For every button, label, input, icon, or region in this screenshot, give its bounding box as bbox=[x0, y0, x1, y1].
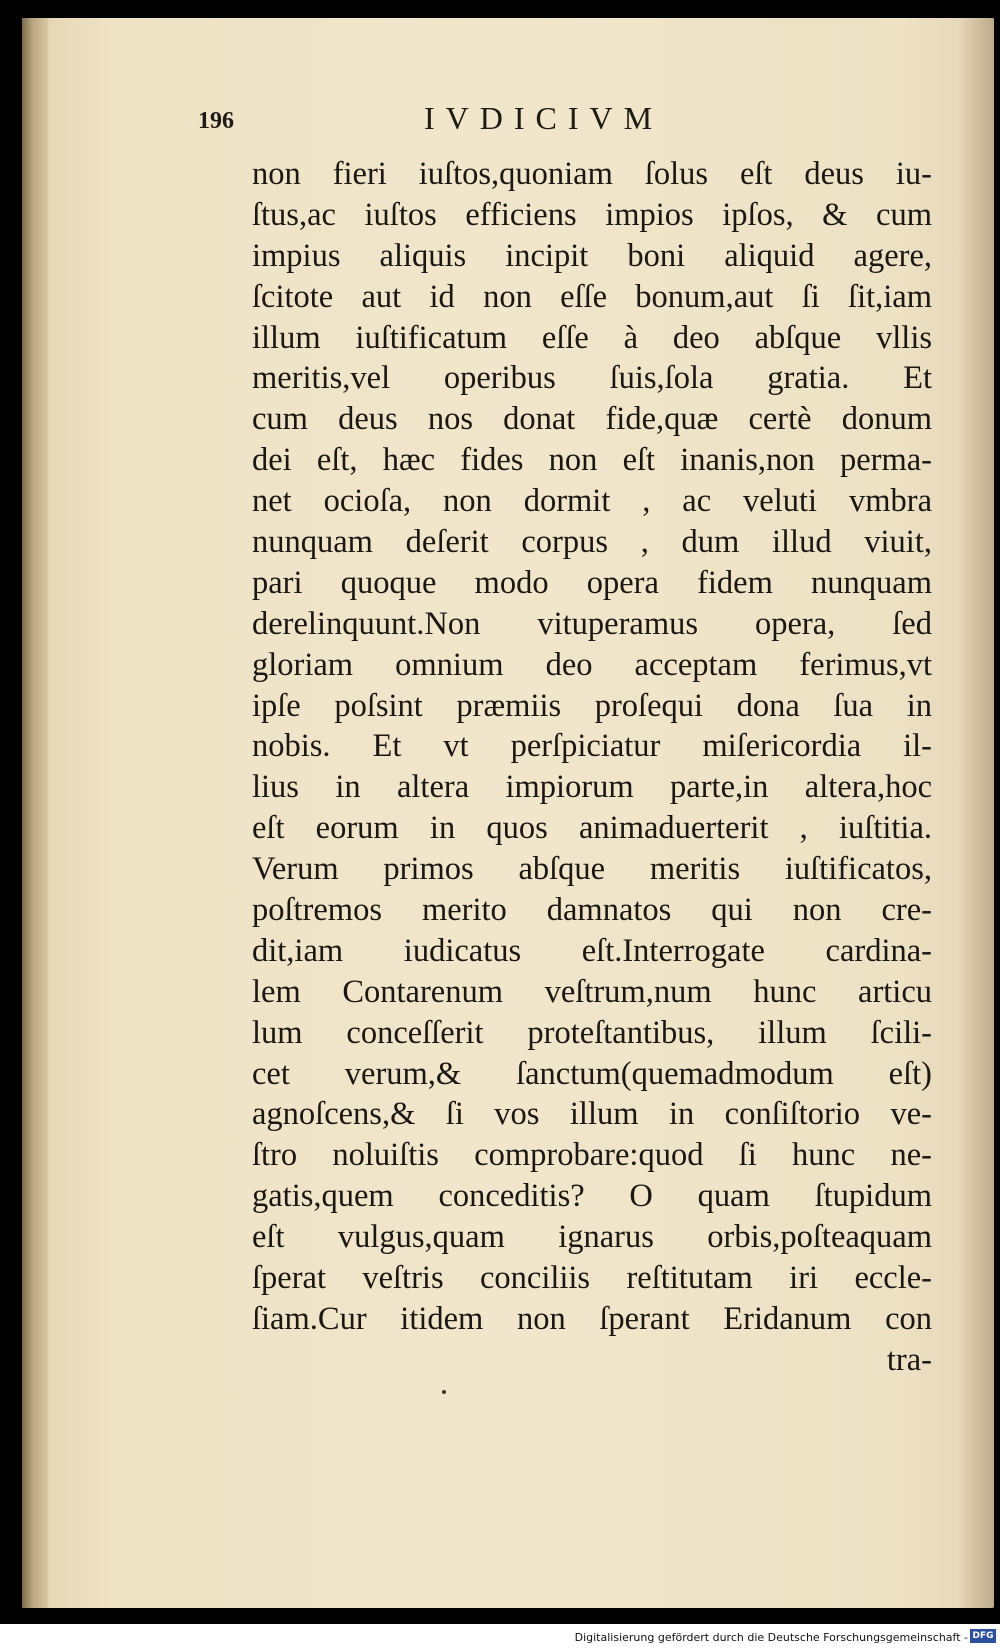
digitization-credit: Digitalisierung gefördert durch die Deutsche Forschungsgemeinschaft - bbox=[574, 1631, 968, 1644]
text-line: pari quoque modo opera fidem nunquam bbox=[252, 564, 932, 601]
page-number: 196 bbox=[198, 108, 234, 134]
text-line: derelinquunt.Non vituperamus opera, ſed bbox=[252, 605, 932, 642]
dfg-logo: DFG bbox=[970, 1629, 996, 1643]
text-line: ipſe poſsint præmiis proſequi dona ſua in bbox=[252, 687, 932, 724]
page-header bbox=[198, 100, 758, 140]
text-line: net ocioſa, non dormit , ac veluti vmbra bbox=[252, 483, 932, 520]
text-line: nunquam deſerit corpus , dum illud viuit, bbox=[252, 524, 932, 561]
body-text bbox=[252, 154, 932, 1381]
text-line: lum conceſſerit proteſtantibus, illum ſcili- bbox=[252, 1014, 932, 1051]
text-line: cet verum,& ſanctum(quemadmodum eſt) bbox=[252, 1055, 932, 1092]
text-line: ſtro noluiſtis comprobare:quod ſi hunc ne- bbox=[252, 1137, 932, 1174]
text-line: eſt vulgus,quam ignarus orbis,poſteaquam bbox=[252, 1219, 932, 1256]
text-line: dei eſt, hæc fides non eſt inanis,non perma- bbox=[252, 442, 932, 479]
text-line: Verum primos abſque meritis iuſtificatos, bbox=[252, 851, 932, 888]
text-line: poſtremos merito damnatos qui non cre- bbox=[252, 892, 932, 929]
text-line: gloriam omnium deo acceptam ferimus,vt bbox=[252, 646, 932, 683]
text-line: ſiam.Cur itidem non ſperant Eridanum con bbox=[252, 1300, 932, 1337]
page-edge-shading bbox=[958, 18, 994, 1608]
text-line: non fieri iuſtos,quoniam ſolus eſt deus iu- bbox=[252, 156, 932, 192]
ink-speck bbox=[442, 1390, 446, 1394]
running-head: IVDICIVM bbox=[424, 100, 664, 136]
text-line: ſtus,ac iuſtos efficiens impios ipſos, & cum bbox=[252, 196, 932, 233]
text-line: lius in altera impiorum parte,in altera,hoc bbox=[252, 769, 932, 806]
text-line: lem Contarenum veſtrum,num hunc articu bbox=[252, 973, 932, 1010]
text-line: dit,iam iudicatus eſt.Interrogate cardina- bbox=[252, 932, 932, 969]
page-spine-edge bbox=[22, 18, 48, 1608]
catchword: tra- bbox=[886, 1341, 932, 1378]
text-line: nobis. Et vt perſpiciatur miſericordia il- bbox=[252, 728, 932, 765]
text-line: ſperat veſtris conciliis reſtitutam iri eccle- bbox=[252, 1260, 932, 1297]
text-line: impius aliquis incipit boni aliquid agere, bbox=[252, 237, 932, 274]
text-line: cum deus nos donat fide,quæ certè donum bbox=[252, 401, 932, 438]
text-line: agnoſcens,& ſi vos illum in conſiſtorio ve- bbox=[252, 1096, 932, 1133]
text-line: ſcitote aut id non eſſe bonum,aut ſi ſit,iam bbox=[252, 278, 932, 315]
text-line: meritis,vel operibus ſuis,ſola gratia. Et bbox=[252, 360, 932, 397]
text-line: illum iuſtificatum eſſe à deo abſque vllis bbox=[252, 319, 932, 356]
text-line: eſt eorum in quos animaduerterit , iuſtitia. bbox=[252, 810, 932, 847]
text-line: gatis,quem conceditis? O quam ſtupidum bbox=[252, 1178, 932, 1215]
